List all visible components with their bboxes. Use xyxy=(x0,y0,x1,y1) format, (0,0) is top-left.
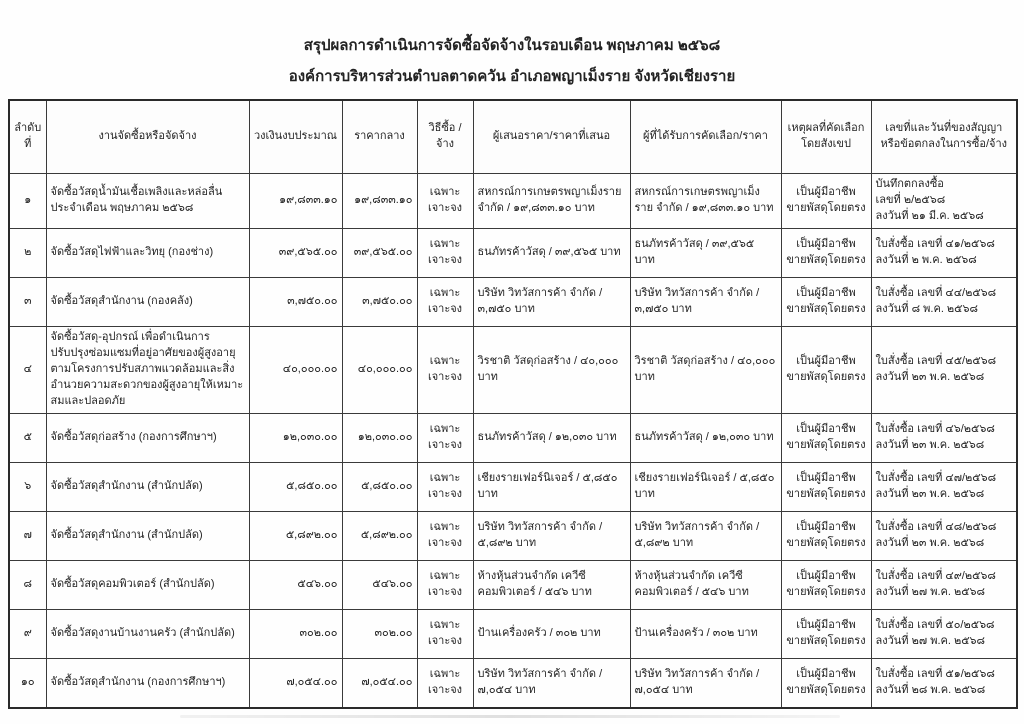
cell-contract-line: ใบสั่งซื้อ เลขที่ ๕๑/๒๕๖๘ xyxy=(875,667,995,680)
table-row xyxy=(9,326,1017,413)
table-row xyxy=(9,658,1017,708)
cell-contract-line: เลขที่ ๒/๒๕๖๘ xyxy=(875,193,946,206)
table-row xyxy=(9,511,1017,560)
cell-contract xyxy=(871,609,1017,658)
cell-contract-line: ลงวันที่ ๒ พ.ค. ๒๕๖๘ xyxy=(875,253,977,266)
cell-reason-line: ขายพัสดุโดยตรง xyxy=(786,585,866,598)
cell-reason xyxy=(781,174,871,229)
cell-method: เฉพาะเจาะจง xyxy=(417,658,473,708)
cell-selected: ห้างหุ้นส่วนจำกัด เควีซีคอมพิวเตอร์ / ๕๔๖ บาท xyxy=(630,560,781,609)
cell-method: เฉพาะเจาะจง xyxy=(417,174,473,229)
cell-reason xyxy=(781,560,871,609)
cell-work: จัดซื้อวัสดุก่อสร้าง (กองการศึกษาฯ) xyxy=(46,413,249,462)
cell-reason-line: ขายพัสดุโดยตรง xyxy=(786,683,866,696)
cell-middle-price: ๑๒,๐๓๐.๐๐ xyxy=(342,413,417,462)
cell-index: ๖ xyxy=(9,462,46,511)
cell-contract-line: ลงวันที่ ๒๗ พ.ค. ๒๕๖๘ xyxy=(875,634,986,647)
cell-contract-line: ลงวันที่ ๒๓ พ.ค. ๒๕๖๘ xyxy=(875,438,985,451)
table-row xyxy=(9,228,1017,277)
cell-contract-line: ลงวันที่ ๒๓ พ.ค. ๒๕๖๘ xyxy=(875,487,985,500)
cell-method: เฉพาะเจาะจง xyxy=(417,462,473,511)
header-cell-6: ผู้ที่ได้รับการคัดเลือก/ราคา xyxy=(630,100,781,174)
cell-selected: เชียงรายเฟอร์นิเจอร์ / ๕,๘๕๐ บาท xyxy=(630,462,781,511)
cell-index: ๘ xyxy=(9,560,46,609)
cell-reason xyxy=(781,413,871,462)
cell-contract-line: ลงวันที่ ๘ พ.ค. ๒๕๖๘ xyxy=(875,302,978,315)
cell-budget: ๓๐๒.๐๐ xyxy=(249,609,342,658)
cell-contract xyxy=(871,511,1017,560)
cell-selected: บริษัท วิทวัสการค้า จำกัด / ๓,๗๕๐ บาท xyxy=(630,277,781,326)
cell-reason-line: ขายพัสดุโดยตรง xyxy=(786,201,866,214)
cell-budget: ๕,๘๕๐.๐๐ xyxy=(249,462,342,511)
document-header xyxy=(0,0,1024,85)
cell-reason-line: เป็นผู้มีอาชีพ xyxy=(796,237,856,250)
cell-middle-price: ๕,๘๙๒.๐๐ xyxy=(342,511,417,560)
cell-bidder: ธนภัทรค้าวัสดุ / ๑๒,๐๓๐ บาท xyxy=(473,413,630,462)
cell-work: จัดซื้อวัสดุสำนักงาน (สำนักปลัด) xyxy=(46,511,249,560)
cell-index: ๗ xyxy=(9,511,46,560)
cell-index: ๔ xyxy=(9,326,46,413)
cell-index: ๑๐ xyxy=(9,658,46,708)
cell-bidder: ห้างหุ้นส่วนจำกัด เควีซีคอมพิวเตอร์ / ๕๔๖ บาท xyxy=(473,560,630,609)
cell-reason-line: ขายพัสดุโดยตรง xyxy=(786,253,866,266)
cell-selected: วิรชาติ วัสดุก่อสร้าง / ๔๐,๐๐๐ บาท xyxy=(630,326,781,413)
cell-reason-line: ขายพัสดุโดยตรง xyxy=(786,438,866,451)
cell-middle-price: ๔๐,๐๐๐.๐๐ xyxy=(342,326,417,413)
cell-bidder: เชียงรายเฟอร์นิเจอร์ / ๕,๘๕๐ บาท xyxy=(473,462,630,511)
cell-contract-line: ลงวันที่ ๒๘ พ.ค. ๒๕๖๘ xyxy=(875,683,986,696)
cell-contract-line: ใบสั่งซื้อ เลขที่ ๕๐/๒๕๖๘ xyxy=(875,618,995,631)
cell-selected: ธนภัทรค้าวัสดุ / ๓๙,๕๖๕ บาท xyxy=(630,228,781,277)
cell-method: เฉพาะเจาะจง xyxy=(417,609,473,658)
table-row xyxy=(9,560,1017,609)
cell-work: จัดซื้อวัสดุไฟฟ้าและวิทยุ (กองช่าง) xyxy=(46,228,249,277)
cell-middle-price: ๓๙,๕๖๕.๐๐ xyxy=(342,228,417,277)
cell-contract-line: ใบสั่งซื้อ เลขที่ ๔๘/๒๕๖๘ xyxy=(875,520,997,533)
header-cell-7: เหตุผลที่คัดเลือกโดยสังเขป xyxy=(781,100,871,174)
cell-method: เฉพาะเจาะจง xyxy=(417,326,473,413)
header-cell-8: เลขที่และวันที่ของสัญญาหรือข้อตกลงในการซื้อ/จ้าง xyxy=(871,100,1017,174)
cell-reason-line: ขายพัสดุโดยตรง xyxy=(786,634,866,647)
cell-selected: สหกรณ์การเกษตรพญาเม็งราย จำกัด / ๑๙,๘๓๓.๑๐ บาท xyxy=(630,174,781,229)
cell-reason xyxy=(781,462,871,511)
cell-method: เฉพาะเจาะจง xyxy=(417,413,473,462)
procurement-table xyxy=(8,99,1018,709)
cell-contract xyxy=(871,326,1017,413)
cell-selected: บริษัท วิทวัสการค้า จำกัด / ๕,๘๙๒ บาท xyxy=(630,511,781,560)
cell-budget: ๑๒,๐๓๐.๐๐ xyxy=(249,413,342,462)
cell-reason xyxy=(781,277,871,326)
cell-reason-line: เป็นผู้มีอาชีพ xyxy=(796,422,856,435)
cell-reason xyxy=(781,658,871,708)
cell-index: ๙ xyxy=(9,609,46,658)
cell-budget: ๓,๗๕๐.๐๐ xyxy=(249,277,342,326)
table-row xyxy=(9,462,1017,511)
cell-reason xyxy=(781,609,871,658)
cell-reason-line: เป็นผู้มีอาชีพ xyxy=(796,569,856,582)
cell-contract-line: ลงวันที่ ๒๓ พ.ค. ๒๕๖๘ xyxy=(875,370,985,383)
table-row xyxy=(9,413,1017,462)
cell-method: เฉพาะเจาะจง xyxy=(417,560,473,609)
cell-selected: ธนภัทรค้าวัสดุ / ๑๒,๐๓๐ บาท xyxy=(630,413,781,462)
cell-reason xyxy=(781,511,871,560)
cell-contract-line: ใบสั่งซื้อ เลขที่ ๔๔/๒๕๖๘ xyxy=(875,286,997,299)
cell-work: จัดซื้อวัสดุสำนักงาน (กองคลัง) xyxy=(46,277,249,326)
table-header-row xyxy=(9,100,1017,174)
cell-contract-line: ลงวันที่ ๒๓ พ.ค. ๒๕๖๘ xyxy=(875,536,985,549)
cell-reason-line: เป็นผู้มีอาชีพ xyxy=(796,618,856,631)
header-cell-3: ราคากลาง xyxy=(342,100,417,174)
cell-contract-line: ใบสั่งซื้อ เลขที่ ๔๕/๒๕๖๘ xyxy=(875,354,997,367)
cell-selected: ป้านเครื่องครัว / ๓๐๒ บาท xyxy=(630,609,781,658)
document-title-line2: องค์การบริหารส่วนตำบลตาดควัน อำเภอพญาเม็งราย จังหวัดเชียงราย xyxy=(288,67,736,85)
cell-work: จัดซื้อวัสดุ-อุปกรณ์ เพื่อดำเนินการปรับปรุงซ่อมแซมที่อยู่อาศัยของผู้สูงอายุ ตามโครงการปรับสภาพแวดล้อมและสิ่งอำนวยความสะดวกของผู้สูงอายุให้เหมาะสมและปลอดภัย xyxy=(46,326,249,413)
cell-budget: ๕๔๖.๐๐ xyxy=(249,560,342,609)
cell-contract-line: ใบสั่งซื้อ เลขที่ ๔๑/๒๕๖๘ xyxy=(875,237,995,250)
cell-contract xyxy=(871,462,1017,511)
cell-middle-price: ๕๔๖.๐๐ xyxy=(342,560,417,609)
cell-reason-line: ขายพัสดุโดยตรง xyxy=(786,536,866,549)
cell-reason-line: เป็นผู้มีอาชีพ xyxy=(796,354,856,367)
cell-work: จัดซื้อวัสดุงานบ้านงานครัว (สำนักปลัด) xyxy=(46,609,249,658)
cell-budget: ๔๐,๐๐๐.๐๐ xyxy=(249,326,342,413)
cell-contract xyxy=(871,174,1017,229)
cell-budget: ๓๙,๕๖๕.๐๐ xyxy=(249,228,342,277)
table-row xyxy=(9,174,1017,229)
cell-middle-price: ๑๙,๘๓๓.๑๐ xyxy=(342,174,417,229)
table-row xyxy=(9,609,1017,658)
cell-reason-line: เป็นผู้มีอาชีพ xyxy=(796,185,856,198)
cell-method: เฉพาะเจาะจง xyxy=(417,228,473,277)
cell-reason-line: ขายพัสดุโดยตรง xyxy=(786,487,866,500)
cell-contract-line: ใบสั่งซื้อ เลขที่ ๔๖/๒๕๖๘ xyxy=(875,422,995,435)
cell-budget: ๗,๐๕๔.๐๐ xyxy=(249,658,342,708)
cell-reason xyxy=(781,228,871,277)
table-row xyxy=(9,277,1017,326)
cell-bidder: วิรชาติ วัสดุก่อสร้าง / ๔๐,๐๐๐ บาท xyxy=(473,326,630,413)
cell-bidder: บริษัท วิทวัสการค้า จำกัด / ๓,๗๕๐ บาท xyxy=(473,277,630,326)
cell-bidder: ป้านเครื่องครัว / ๓๐๒ บาท xyxy=(473,609,630,658)
cell-index: ๕ xyxy=(9,413,46,462)
cell-contract xyxy=(871,277,1017,326)
cell-middle-price: ๓๐๒.๐๐ xyxy=(342,609,417,658)
cell-work: จัดซื้อวัสดุน้ำมันเชื้อเพลิงและหล่อลื่น ประจำเดือน พฤษภาคม ๒๕๖๘ xyxy=(46,174,249,229)
cell-reason-line: เป็นผู้มีอาชีพ xyxy=(796,286,856,299)
cell-work: จัดซื้อวัสดุคอมพิวเตอร์ (สำนักปลัด) xyxy=(46,560,249,609)
cell-reason-line: ขายพัสดุโดยตรง xyxy=(786,370,866,383)
cell-middle-price: ๕,๘๕๐.๐๐ xyxy=(342,462,417,511)
cell-reason-line: เป็นผู้มีอาชีพ xyxy=(796,667,856,680)
scan-artifact xyxy=(180,715,840,718)
cell-bidder: สหกรณ์การเกษตรพญาเม็งราย จำกัด / ๑๙,๘๓๓.๑๐ บาท xyxy=(473,174,630,229)
cell-reason-line: เป็นผู้มีอาชีพ xyxy=(796,520,856,533)
cell-contract-line: บันทึกตกลงซื้อ xyxy=(875,178,944,190)
cell-reason-line: เป็นผู้มีอาชีพ xyxy=(796,471,856,484)
header-cell-2: วงเงินงบประมาณ xyxy=(249,100,342,174)
cell-middle-price: ๗,๐๕๔.๐๐ xyxy=(342,658,417,708)
cell-index: ๓ xyxy=(9,277,46,326)
document-title-line1: สรุปผลการดำเนินการจัดซื้อจัดจ้างในรอบเดือน พฤษภาคม ๒๕๖๘ xyxy=(303,37,721,54)
cell-budget: ๑๙,๘๓๓.๑๐ xyxy=(249,174,342,229)
cell-contract xyxy=(871,560,1017,609)
cell-method: เฉพาะเจาะจง xyxy=(417,277,473,326)
cell-method: เฉพาะเจาะจง xyxy=(417,511,473,560)
cell-selected: บริษัท วิทวัสการค้า จำกัด / ๗,๐๕๔ บาท xyxy=(630,658,781,708)
cell-middle-price: ๓,๗๕๐.๐๐ xyxy=(342,277,417,326)
cell-work: จัดซื้อวัสดุสำนักงาน (สำนักปลัด) xyxy=(46,462,249,511)
cell-reason-line: ขายพัสดุโดยตรง xyxy=(786,302,866,315)
cell-bidder: บริษัท วิทวัสการค้า จำกัด / ๗,๐๕๔ บาท xyxy=(473,658,630,708)
header-cell-4: วิธีซื้อ / จ้าง xyxy=(417,100,473,174)
cell-contract-line: ลงวันที่ ๒๗ พ.ค. ๒๕๖๘ xyxy=(875,585,986,598)
cell-index: ๒ xyxy=(9,228,46,277)
header-cell-5: ผู้เสนอราคา/ราคาที่เสนอ xyxy=(473,100,630,174)
cell-contract xyxy=(871,228,1017,277)
cell-work: จัดซื้อวัสดุสำนักงาน (กองการศึกษาฯ) xyxy=(46,658,249,708)
header-cell-1: งานจัดซื้อหรือจัดจ้าง xyxy=(46,100,249,174)
cell-index: ๑ xyxy=(9,174,46,229)
cell-reason xyxy=(781,326,871,413)
cell-bidder: บริษัท วิทวัสการค้า จำกัด / ๕,๘๙๒ บาท xyxy=(473,511,630,560)
cell-contract-line: ลงวันที่ ๒๑ มี.ค. ๒๕๖๘ xyxy=(875,209,984,222)
cell-bidder: ธนภัทรค้าวัสดุ / ๓๙,๕๖๕ บาท xyxy=(473,228,630,277)
cell-contract xyxy=(871,413,1017,462)
cell-contract-line: ใบสั่งซื้อ เลขที่ ๔๙/๒๕๖๘ xyxy=(875,569,996,582)
cell-contract xyxy=(871,658,1017,708)
cell-budget: ๕,๘๙๒.๐๐ xyxy=(249,511,342,560)
cell-contract-line: ใบสั่งซื้อ เลขที่ ๔๗/๒๕๖๘ xyxy=(875,471,997,484)
header-cell-0: ลำดับที่ xyxy=(9,100,46,174)
